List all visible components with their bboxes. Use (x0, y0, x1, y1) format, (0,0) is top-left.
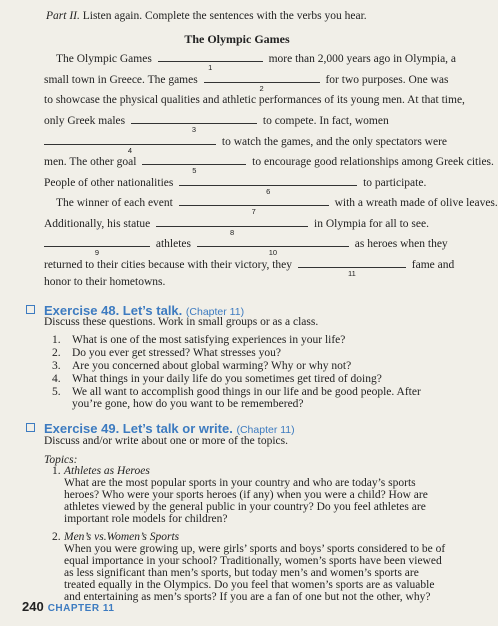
blank-number: 9 (94, 248, 100, 257)
page-footer (22, 598, 114, 616)
item-number: 4. (52, 373, 61, 385)
topic-title: Men’s vs.Women’s Sports (64, 531, 180, 543)
blank-1[interactable] (158, 51, 263, 72)
blank-3[interactable] (131, 113, 257, 134)
topic-item (52, 465, 452, 525)
blank-number: 6 (266, 187, 271, 196)
topic-body: When you were growing up, were girls’ sports and boys’ sports considered to be of equal importance in your school? Traditionally, women’s sports have been viewed as less significant than men’s sports, but today men’s and women’s sports are treated equally in the Olympics. Do you feel that women’s sports are as valuable and entertaining as men’s sports? If you are a fan of one but not the other, why? (64, 543, 446, 603)
topics-label: Topics: (44, 454, 78, 466)
passage-line-1 (56, 51, 457, 72)
item-text: We all want to accomplish good things in our life and be good people. After you’re gone, how do you want to be remembered? (72, 386, 421, 410)
item-number: 5. (52, 386, 61, 398)
blank-number: 1 (208, 63, 213, 72)
exercise-title: Exercise 49. Let’s talk or write. (44, 421, 233, 436)
item-number: 1. (52, 334, 61, 346)
blank-7[interactable] (179, 195, 329, 216)
page-number: 240 (22, 599, 44, 614)
item-number: 3. (52, 360, 61, 372)
passage-text: The Olympic Games (56, 53, 152, 65)
passage-text: only Greek males (44, 115, 126, 127)
checkbox-icon (26, 305, 35, 314)
blank-number: 10 (268, 248, 278, 257)
passage-line-7 (44, 175, 427, 196)
passage-text: Additionally, his statue (44, 218, 151, 230)
passage-text: in Olympia for all to see. (314, 218, 429, 230)
list-item (52, 334, 452, 346)
topic-body: What are the most popular sports in your country and who are today’s sports heroes? Who were your sports heroes (if any) when you were a child? How are athletes viewed by the general public in your country? Do you feel athletes are important role models for children? (64, 477, 428, 525)
passage-text: with a wreath made of olive leaves. (334, 197, 498, 209)
exercise-48-instruction: Discuss these questions. Work in small groups or as a class. (44, 316, 319, 328)
blank-number: 8 (230, 228, 235, 237)
passage-text: to compete. In fact, women (262, 115, 389, 127)
passage-line-9 (44, 216, 429, 237)
blank-number: 3 (191, 125, 197, 134)
blank-5[interactable] (142, 154, 246, 175)
passage-text: to participate. (363, 177, 427, 189)
blank-number: 7 (251, 207, 256, 216)
story-title: The Olympic Games (184, 32, 290, 46)
checkbox-icon (26, 423, 35, 432)
list-item (52, 373, 452, 385)
passage-text: to watch the games, and the only spectators were (221, 136, 448, 148)
passage-text: as heroes when they (354, 238, 448, 250)
list-item (52, 347, 452, 359)
passage-line-12: honor to their hometowns. (44, 276, 166, 288)
blank-8[interactable] (156, 216, 308, 237)
passage-text: more than 2,000 years ago in Olympia, a (268, 53, 457, 65)
item-text: What is one of the most satisfying experiences in your life? (72, 334, 346, 346)
blank-6[interactable] (179, 175, 357, 196)
exercise-49-heading (26, 421, 295, 436)
topic-title: Athletes as Heroes (64, 465, 150, 477)
blank-number: 2 (259, 84, 264, 93)
item-text: What things in your daily life do you sometimes get tired of doing? (72, 373, 382, 385)
part-instruction-text: Listen again. Complete the sentences with the verbs you hear. (82, 10, 367, 22)
blank-4[interactable] (44, 134, 216, 155)
passage-text: small town in Greece. The games (44, 74, 198, 86)
blank-number: 5 (192, 166, 197, 175)
item-number: 2. (52, 347, 61, 359)
blank-11[interactable] (298, 257, 406, 278)
blank-number: 11 (347, 269, 356, 278)
passage-line-10 (44, 236, 448, 257)
passage-line-6 (44, 154, 494, 175)
passage-line-3: to showcase the physical qualities and athletic performances of its young men. At that time, (44, 94, 465, 106)
list-item (52, 386, 452, 410)
exercise-title: Exercise 48. Let’s talk. (44, 303, 183, 318)
passage-text: People of other nationalities (44, 177, 174, 189)
part-label: Part II. (46, 10, 80, 22)
passage-line-11 (44, 257, 455, 278)
passage-line-5 (44, 134, 448, 155)
passage-line-2 (44, 72, 449, 93)
passage-line-8 (56, 195, 498, 216)
item-number: 2. (52, 531, 61, 543)
passage-text: men. The other goal (44, 156, 137, 168)
blank-9[interactable] (44, 236, 150, 257)
passage-text: The winner of each event (56, 197, 173, 209)
exercise-chapter: (Chapter 11) (185, 306, 245, 318)
passage-text: returned to their cities because with their victory, they (44, 259, 293, 271)
exercise-chapter: (Chapter 11) (236, 424, 295, 436)
blank-number: 4 (127, 146, 133, 155)
passage-text: fame and (411, 259, 455, 271)
item-text: Do you ever get stressed? What stresses you? (72, 347, 281, 359)
chapter-label: CHAPTER 11 (47, 603, 115, 614)
item-text: Are you concerned about global warming? Why or why not? (72, 360, 352, 372)
exercise-49-instruction: Discuss and/or write about one or more of the topics. (44, 435, 288, 447)
part-instruction (46, 10, 367, 22)
passage-text: athletes (155, 238, 191, 250)
passage-text: for two purposes. One was (325, 74, 449, 86)
blank-10[interactable] (197, 236, 349, 257)
topic-item (52, 531, 452, 603)
list-item (52, 360, 452, 372)
passage-line-4 (44, 113, 389, 134)
passage-text: to encourage good relationships among Greek cities. (252, 156, 494, 168)
item-number: 1. (52, 465, 61, 477)
blank-2[interactable] (204, 72, 320, 93)
